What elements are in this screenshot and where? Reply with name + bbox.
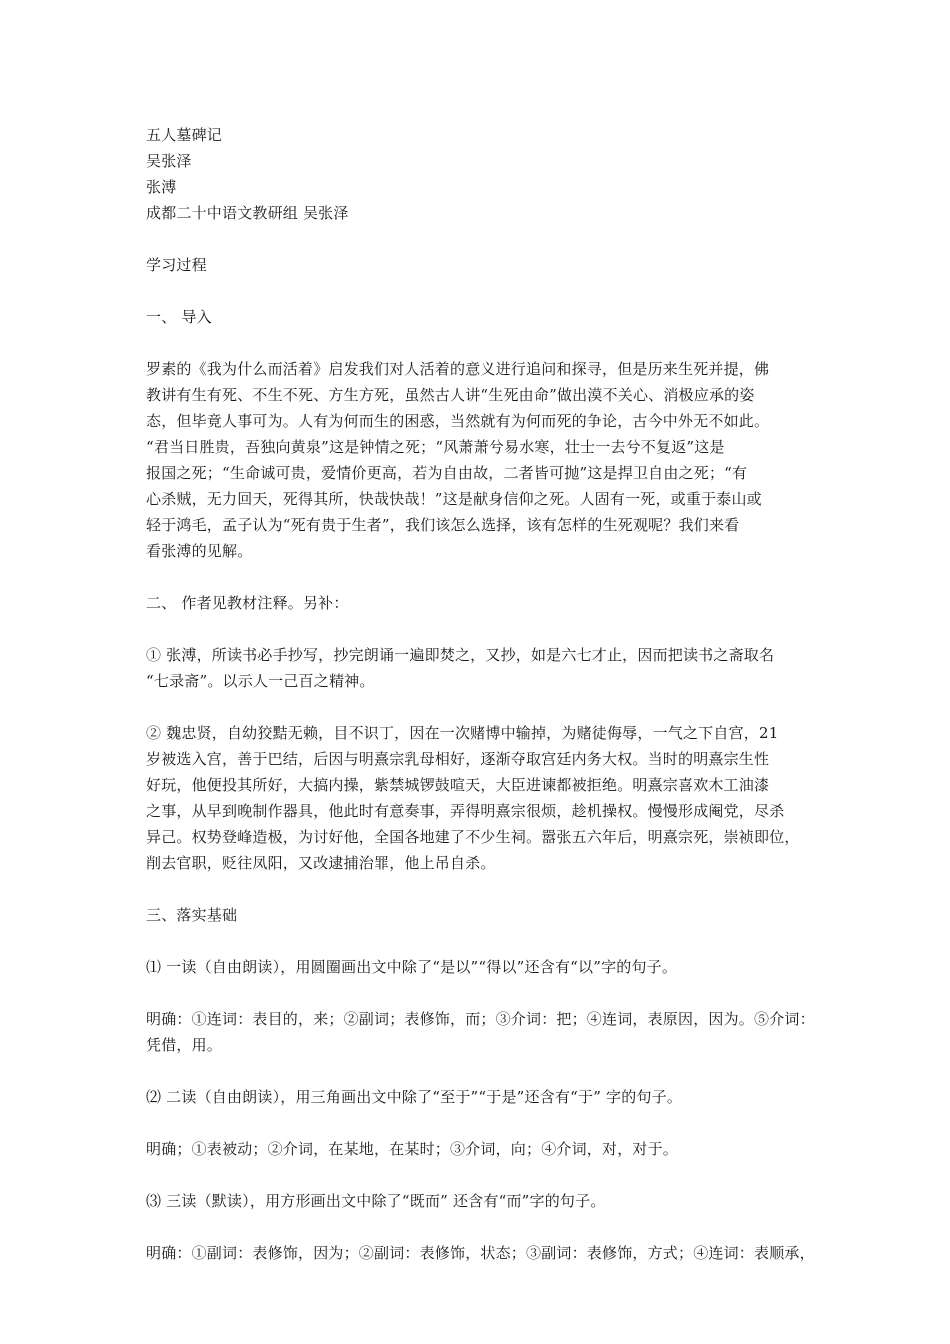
affiliation-line: 成都二十中语文教研组 吴张泽 <box>146 204 349 222</box>
note-line: 削去官职，贬往凤阳，又改逮捕治罪，他上吊自杀。 <box>146 854 496 872</box>
answer-2: 明确；①表被动；②介词，在某地，在某时；③介词，向；④介词，对，对于。 <box>146 1140 679 1158</box>
question-2: ⑵ 二读（自由朗读），用三角画出文中除了“至于”“于是”还含有“于” 字的句子。 <box>146 1088 683 1106</box>
document-title: 五人墓碑记 <box>146 126 223 144</box>
document-page <box>146 122 815 1266</box>
intro-paragraph <box>146 356 810 564</box>
note-line: “七录斋”。以示人一己百之精神。 <box>146 672 375 690</box>
section-3-heading: 三、落实基础 <box>146 906 238 924</box>
question-1: ⑴ 一读（自由朗读），用圆圈画出文中除了“是以”“得以”还含有“以”字的句子。 <box>146 958 678 976</box>
section-1-heading: 一、 导入 <box>146 308 212 326</box>
note-line: 好玩，他便投其所好，大搞内操，紫禁城锣鼓喧天，大臣进谏都被拒绝。明熹宗喜欢木工油漆 <box>146 776 770 794</box>
intro-line: 报国之死；“生命诚可贵，爱情价更高，若为自由故，二者皆可抛”这是捍卫自由之死；“有 <box>146 464 748 482</box>
note-line: 之事，从早到晚制作器具，他此时有意奏事，弄得明熹宗很烦，趁机操权。慢慢形成阉党，尽杀 <box>146 802 785 820</box>
process-heading: 学习过程 <box>146 256 207 274</box>
note-line: 岁被选入宫，善于巴结，后因与明熹宗乳母相好，逐渐夺取宫廷内务大权。当时的明熹宗生性 <box>146 750 770 768</box>
note-line: ② 魏忠贤，自幼狡黠无赖，目不识丁，因在一次赌博中输掉，为赌徒侮辱，一气之下自宫，21 <box>146 724 779 742</box>
intro-line: “君当日胜贵，吾独向黄泉”这是钟情之死；“风萧萧兮易水寒，壮士一去兮不复返”这是 <box>146 438 725 456</box>
original-author-line: 张溥 <box>146 178 177 196</box>
answer-line: 明确：①连词：表目的，来；②副词；表修饰，而；③介词：把；④连词，表原因，因为。⑤介词： <box>146 1010 815 1028</box>
section-2-heading: 二、 作者见教材注释。另补： <box>146 594 349 612</box>
answer-1 <box>146 1006 815 1058</box>
author-line: 吴张泽 <box>146 152 192 170</box>
intro-line: 看张溥的见解。 <box>146 542 253 560</box>
answer-line: 凭借，用。 <box>146 1036 223 1054</box>
intro-line: 罗素的《我为什么而活着》启发我们对人活着的意义进行追问和探寻，但是历来生死并提，佛 <box>146 360 770 378</box>
intro-line: 轻于鸿毛，孟子认为“死有贵于生者”，我们该怎么选择，该有怎样的生死观呢？我们来看 <box>146 516 740 534</box>
note-zhang-pu <box>146 642 810 694</box>
note-line: 异己。权势登峰造极，为讨好他，全国各地建了不少生祠。嚣张五六年后，明熹宗死，崇祯即位， <box>146 828 800 846</box>
intro-line: 教讲有生有死、不生不死、方生方死，虽然古人讲“生死由命”做出漠不关心、消极应承的姿 <box>146 386 755 404</box>
answer-3: 明确：①副词：表修饰，因为；②副词：表修饰，状态；③副词：表修饰，方式；④连词：表顺承， <box>146 1244 815 1262</box>
intro-line: 态，但毕竟人事可为。人有为何而生的困惑，当然就有为何而死的争论，古今中外无不如此。 <box>146 412 770 430</box>
intro-line: 心杀贼，无力回天，死得其所，快哉快哉！”这是献身信仰之死。人固有一死，或重于泰山或 <box>146 490 762 508</box>
note-line: ① 张溥，所读书必手抄写，抄完朗诵一遍即焚之，又抄，如是六七才止，因而把读书之斋取名 <box>146 646 775 664</box>
note-wei-zhongxian <box>146 720 810 876</box>
question-3: ⑶ 三读（默读），用方形画出文中除了“既而” 还含有“而”字的句子。 <box>146 1192 606 1210</box>
